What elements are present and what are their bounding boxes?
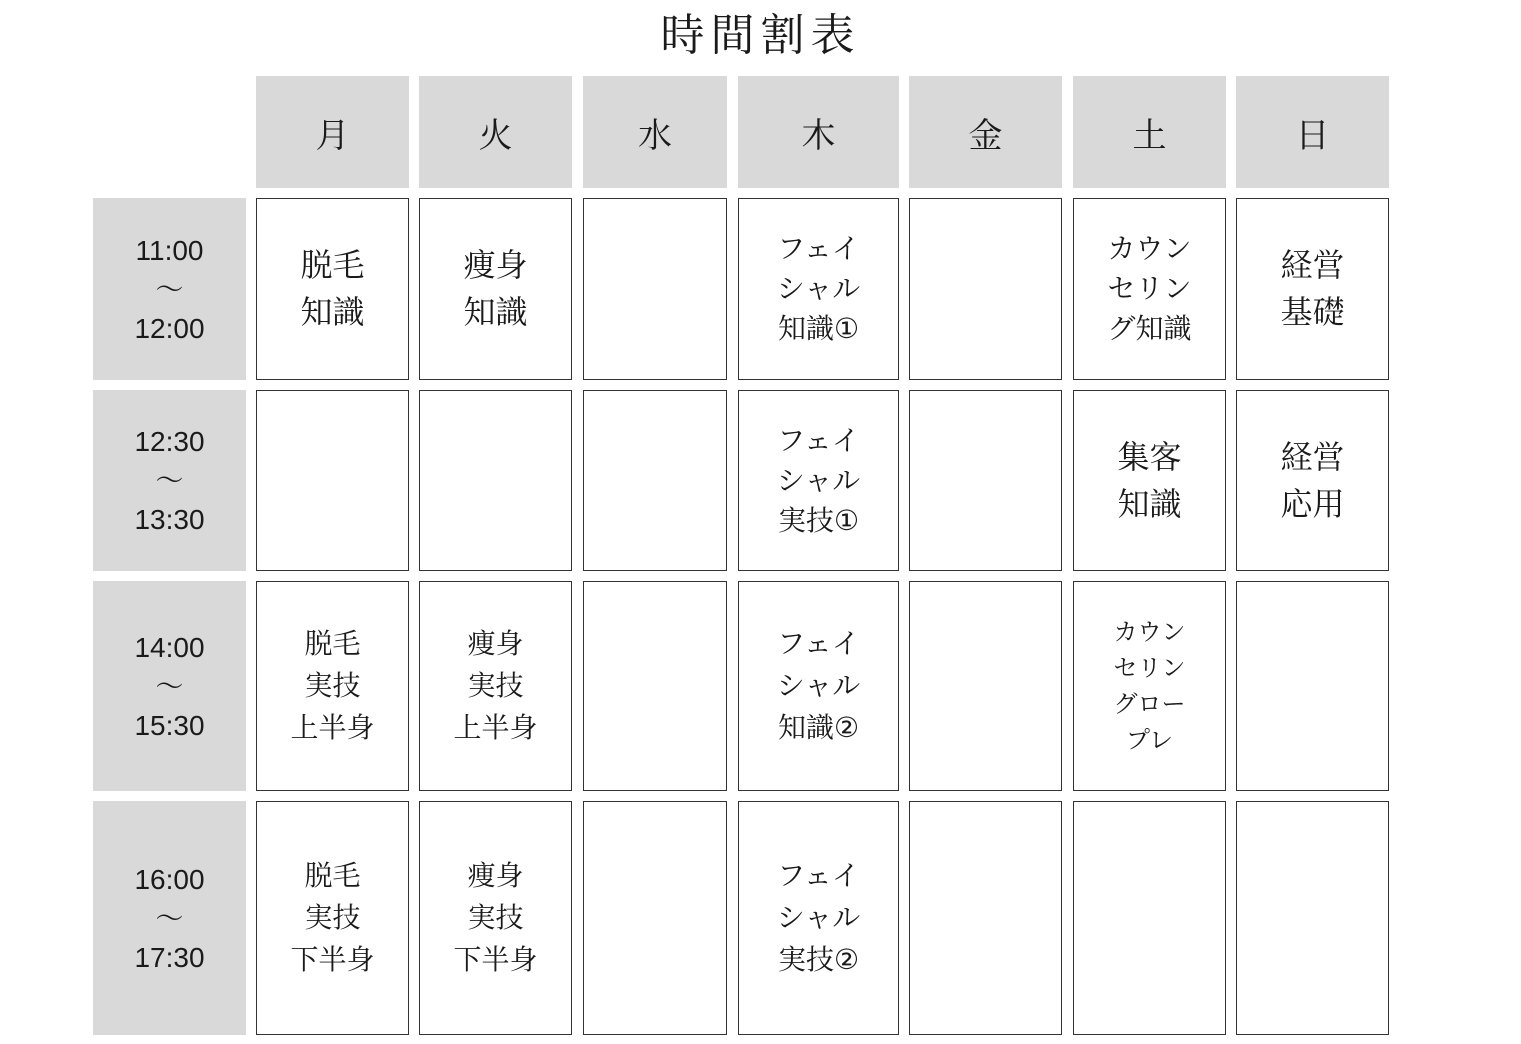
empty-cell — [909, 198, 1062, 380]
empty-cell — [1073, 801, 1226, 1035]
class-label-line: グ知識 — [1107, 312, 1192, 345]
empty-cell — [419, 390, 572, 571]
empty-cell — [583, 801, 727, 1035]
time-slot-line: 15:30 — [134, 709, 205, 741]
time-slot — [93, 801, 246, 1035]
class-label-line: 実技② — [777, 943, 860, 976]
day-header: 月 — [256, 76, 409, 188]
class-label-line: 知識 — [300, 293, 365, 331]
class-cell — [738, 390, 899, 571]
empty-cell — [909, 581, 1062, 791]
time-slot-line: ～ — [155, 273, 184, 305]
class-cell — [1073, 390, 1226, 571]
class-cell — [738, 581, 899, 791]
empty-cell — [583, 198, 727, 380]
class-label-line: 上半身 — [453, 711, 538, 744]
time-slot — [93, 198, 246, 380]
class-label-line: カウン — [1113, 618, 1186, 646]
time-slot-line: ～ — [155, 902, 184, 934]
class-cell — [419, 581, 572, 791]
class-label-line: 知識 — [1117, 484, 1182, 523]
class-label-line: シャル — [776, 669, 861, 702]
day-header: 金 — [909, 76, 1062, 188]
class-cell — [419, 801, 572, 1035]
class-label-line: 脱毛 — [300, 246, 365, 284]
empty-cell — [256, 390, 409, 571]
class-cell — [1236, 390, 1389, 571]
class-label-line: 実技 — [467, 669, 524, 702]
time-slot-line: 14:00 — [134, 631, 205, 663]
time-slot-line: 17:30 — [134, 941, 205, 973]
class-label-line: セリン — [1113, 654, 1186, 682]
class-label-line: 基礎 — [1280, 293, 1345, 331]
class-label-line: フェイ — [777, 627, 860, 660]
class-label-line: 経営 — [1280, 246, 1345, 284]
empty-cell — [909, 801, 1062, 1035]
day-header: 土 — [1073, 76, 1226, 188]
class-label-line: カウン — [1107, 232, 1192, 265]
class-cell — [1073, 198, 1226, 380]
class-cell — [419, 198, 572, 380]
class-label-line: フェイ — [777, 423, 860, 457]
class-label-line: 知識② — [777, 711, 860, 744]
class-label-line: 痩身 — [467, 627, 524, 660]
class-cell — [1236, 198, 1389, 380]
day-header: 日 — [1236, 76, 1389, 188]
page-title: 時間割表 — [660, 10, 861, 61]
class-label-line: 集客 — [1117, 437, 1182, 476]
class-label-line: 経営 — [1280, 437, 1345, 476]
time-slot — [93, 581, 246, 791]
empty-cell — [909, 390, 1062, 571]
day-header: 火 — [419, 76, 572, 188]
class-label-line: セリン — [1107, 272, 1192, 305]
class-label-line: グロー — [1113, 690, 1186, 718]
day-header: 木 — [738, 76, 899, 188]
time-slot-line: 16:00 — [134, 863, 205, 895]
empty-cell — [583, 390, 727, 571]
time-slot-line: ～ — [155, 465, 184, 496]
class-cell — [256, 581, 409, 791]
class-label-line: 実技 — [467, 901, 524, 934]
class-label-line: フェイ — [777, 232, 860, 265]
class-cell — [256, 801, 409, 1035]
class-label-line: 脱毛 — [304, 859, 361, 892]
class-label-line: 痩身 — [463, 246, 528, 284]
time-slot-line: 11:00 — [135, 234, 204, 266]
class-label-line: シャル — [776, 272, 861, 305]
class-label-line: 実技 — [304, 669, 361, 702]
class-label-line: シャル — [776, 901, 861, 934]
class-cell — [738, 801, 899, 1035]
empty-cell — [1236, 801, 1389, 1035]
class-label-line: 実技① — [777, 503, 860, 537]
class-label-line: 上半身 — [290, 711, 375, 744]
time-slot-line: 12:00 — [134, 312, 205, 344]
time-slot-line: 12:30 — [134, 426, 205, 457]
class-label-line: 知識① — [777, 312, 860, 345]
class-label-line: 脱毛 — [304, 627, 361, 660]
class-label-line: 応用 — [1280, 484, 1345, 523]
class-cell — [256, 198, 409, 380]
time-slot — [93, 390, 246, 571]
class-label-line: シャル — [776, 463, 861, 497]
class-label-line: 下半身 — [290, 943, 375, 976]
class-label-line: フェイ — [777, 859, 860, 892]
class-label-line: プレ — [1125, 726, 1174, 754]
class-cell — [738, 198, 899, 380]
class-cell — [1073, 581, 1226, 791]
class-label-line: 下半身 — [453, 943, 538, 976]
class-label-line: 痩身 — [467, 859, 524, 892]
empty-cell — [583, 581, 727, 791]
day-header: 水 — [583, 76, 727, 188]
empty-cell — [1236, 581, 1389, 791]
time-slot-line: ～ — [155, 670, 184, 702]
class-label-line: 知識 — [463, 293, 528, 331]
time-slot-line: 13:30 — [134, 504, 205, 535]
class-label-line: 実技 — [304, 901, 361, 934]
